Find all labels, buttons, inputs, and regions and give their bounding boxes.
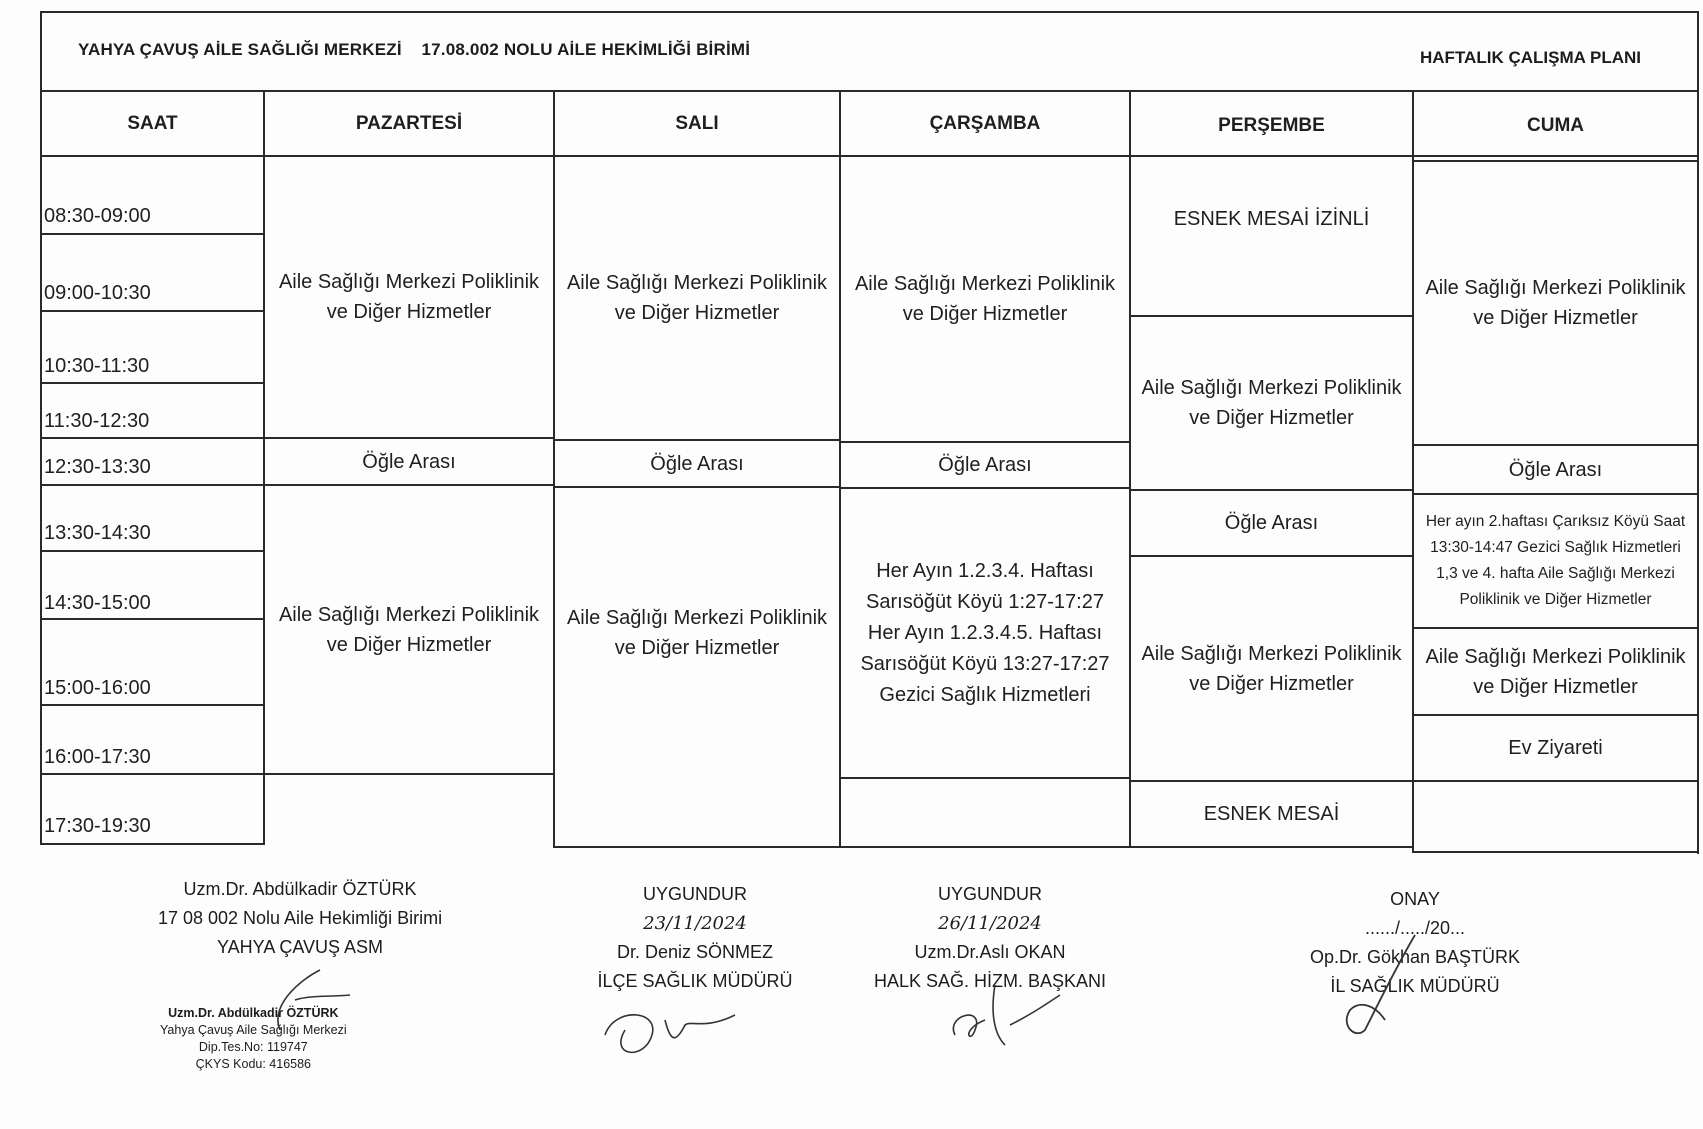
cell-text: Aile Sağlığı Merkezi Poliklinik <box>1425 645 1686 668</box>
approval-date: ....../...../20... <box>1364 918 1466 938</box>
mon-afternoon-cell <box>265 486 553 773</box>
time-slot: 15:00-16:00 <box>44 677 151 699</box>
approver-name: Dr. Deniz SÖNMEZ <box>616 942 774 962</box>
cell-text: Poliklinik ve Diğer Hizmetler <box>1459 591 1652 608</box>
col-header-cuma: CUMA <box>1527 115 1584 136</box>
time-line-4 <box>40 437 265 439</box>
signature-mark <box>240 965 360 1035</box>
time-line-6 <box>40 550 265 552</box>
approval-date: 23/11/2024 <box>643 913 747 934</box>
thu-morning-cell <box>1131 317 1412 489</box>
time-line-1 <box>40 233 265 235</box>
mon-lunch-cell: Öğle Arası <box>362 450 456 473</box>
col-header-saat: SAAT <box>127 112 178 134</box>
wed-morning-cell <box>841 157 1129 441</box>
tue-line-3 <box>553 846 841 848</box>
cell-text: Aile Sağlığı Merkezi Poliklinik <box>278 603 540 626</box>
approver-name: Op.Dr. Gökhan BAŞTÜRK <box>1309 947 1521 967</box>
time-slot: 13:30-14:30 <box>44 522 151 544</box>
frame-top <box>40 11 1699 13</box>
signature-block-physician <box>120 875 480 962</box>
time-line-8 <box>40 704 265 706</box>
cell-text: Aile Sağlığı Merkezi Poliklinik <box>566 272 828 294</box>
signature-mark <box>595 995 745 1065</box>
wed-lunch-cell: Öğle Arası <box>938 454 1032 476</box>
col-header-sali: SALI <box>675 112 719 134</box>
fri-morning-cell <box>1414 162 1697 444</box>
cell-text: Aile Sağlığı Merkezi Poliklinik <box>1141 642 1402 665</box>
cell-text: ve Diğer Hizmetler <box>326 301 492 323</box>
mon-morning-cell <box>265 157 553 437</box>
tue-morning-cell <box>555 157 839 439</box>
time-line-9 <box>40 773 265 775</box>
approval-label: UYGUNDUR <box>937 884 1042 904</box>
cell-text: Aile Sağlığı Merkezi Poliklinik <box>854 273 1116 295</box>
thu-flex-off-cell: ESNEK MESAİ İZİNLİ <box>1173 207 1370 230</box>
col-header-pazartesi: PAZARTESİ <box>355 112 463 134</box>
signature-mark <box>935 975 1065 1055</box>
approval-label: ONAY <box>1390 889 1440 909</box>
approver-title: İL SAĞLIK MÜDÜRÜ <box>1330 976 1500 996</box>
fri-line-6 <box>1412 851 1699 853</box>
time-slot: 12:30-13:30 <box>44 456 151 478</box>
cell-text: ve Diğer Hizmetler <box>1189 407 1354 429</box>
cell-text: 1,3 ve 4. hafta Aile Sağlığı Merkezi <box>1436 565 1675 582</box>
wed-line-3 <box>839 777 1131 779</box>
cell-text: ve Diğer Hizmetler <box>614 637 780 659</box>
cell-text: ve Diğer Hizmetler <box>1473 675 1638 698</box>
fri-line-5 <box>1412 780 1699 782</box>
mon-line-3 <box>263 773 555 775</box>
institution-title: YAHYA ÇAVUŞ AİLE SAĞLIĞI MERKEZİ 17.08.002 NOLU AİLE HEKİMLİĞİ BİRİMİ <box>78 40 751 59</box>
cell-text: Sarısöğüt Köyü 1:27-17:27 <box>866 590 1104 613</box>
thu-flex-cell: ESNEK MESAİ <box>1203 803 1340 825</box>
time-line-7 <box>40 618 265 620</box>
time-slot: 17:30-19:30 <box>44 815 151 837</box>
frame-right <box>1697 11 1699 854</box>
time-line-10 <box>40 843 265 845</box>
approval-label: UYGUNDUR <box>642 884 747 904</box>
time-line-2 <box>40 310 265 312</box>
approver-title: HALK SAĞ. HİZM. BAŞKANI <box>873 971 1107 991</box>
cell-text: Her ayın 2.haftası Çarıksız Köyü Saat <box>1425 513 1686 530</box>
signature-mark <box>1330 930 1430 1040</box>
stamp-ckys: ÇKYS Kodu: 416586 <box>195 1057 312 1071</box>
time-slot: 09:00-10:30 <box>44 282 151 304</box>
col-header-persembe: PERŞEMBE <box>1218 115 1325 136</box>
time-slot: 08:30-09:00 <box>44 205 151 227</box>
fri-afternoon-cell <box>1414 629 1697 714</box>
cell-text: Aile Sağlığı Merkezi Poliklinik <box>1425 277 1686 299</box>
time-slot: 10:30-11:30 <box>44 355 150 377</box>
cell-text: Her Ayın 1.2.3.4.5. Haftası <box>867 621 1103 644</box>
tue-lunch-cell: Öğle Arası <box>650 452 744 475</box>
stamp-diploma: Dip.Tes.No: 119747 <box>198 1040 308 1054</box>
approver-name: Uzm.Dr.Aslı OKAN <box>914 942 1066 962</box>
wed-line-4 <box>839 846 1131 848</box>
cell-text: ve Diğer Hizmetler <box>1473 307 1638 329</box>
signer-asm: YAHYA ÇAVUŞ ASM <box>216 937 384 957</box>
time-slot: 11:30-12:30 <box>44 410 150 432</box>
cell-text: ve Diğer Hizmetler <box>614 302 780 324</box>
thu-afternoon-cell <box>1131 557 1412 780</box>
fri-lunch-cell: Öğle Arası <box>1508 458 1603 481</box>
cell-text: ve Diğer Hizmetler <box>326 633 492 656</box>
time-line-3 <box>40 382 265 384</box>
approver-title: İLÇE SAĞLIK MÜDÜRÜ <box>597 971 793 991</box>
tue-afternoon-cell <box>555 488 839 778</box>
cell-text: Aile Sağlığı Merkezi Poliklinik <box>278 271 540 293</box>
stamp-name: Uzm.Dr. Abdülkadir ÖZTÜRK <box>168 1006 339 1020</box>
cell-text: Aile Sağlığı Merkezi Poliklinik <box>566 607 828 629</box>
cell-text: Gezici Sağlık Hizmetleri <box>879 683 1091 706</box>
fri-mobile-cell <box>1414 495 1697 627</box>
cell-text: ve Diğer Hizmetler <box>902 303 1068 325</box>
cell-text: 13:30-14:47 Gezici Sağlık Hizmetleri <box>1430 539 1681 556</box>
wed-afternoon-cell <box>841 489 1129 777</box>
thu-lunch-cell: Öğle Arası <box>1224 512 1319 534</box>
signature-block-district <box>575 880 815 996</box>
cell-text: Sarısöğüt Köyü 13:27-17:27 <box>860 652 1110 675</box>
time-slot: 16:00-17:30 <box>44 746 151 768</box>
col-header-carsamba: ÇARŞAMBA <box>929 112 1041 134</box>
signer-unit: 17 08 002 Nolu Aile Hekimliği Birimi <box>157 908 443 928</box>
cell-text: Aile Sağlığı Merkezi Poliklinik <box>1141 377 1402 399</box>
thu-line-5 <box>1129 846 1414 848</box>
time-line-5 <box>40 484 265 486</box>
stamp-institution: Yahya Çavuş Aile Sağlığı Merkezi <box>160 1023 347 1037</box>
cell-text: Her Ayın 1.2.3.4. Haftası <box>876 559 1094 582</box>
approval-date: 26/11/2024 <box>938 913 1042 934</box>
plan-title: HAFTALIK ÇALIŞMA PLANI <box>1420 48 1641 67</box>
fri-home-visit-cell: Ev Ziyareti <box>1508 737 1603 759</box>
signer-name: Uzm.Dr. Abdülkadir ÖZTÜRK <box>183 879 417 899</box>
time-slot: 14:30-15:00 <box>44 592 151 614</box>
cell-text: ve Diğer Hizmetler <box>1189 672 1354 695</box>
